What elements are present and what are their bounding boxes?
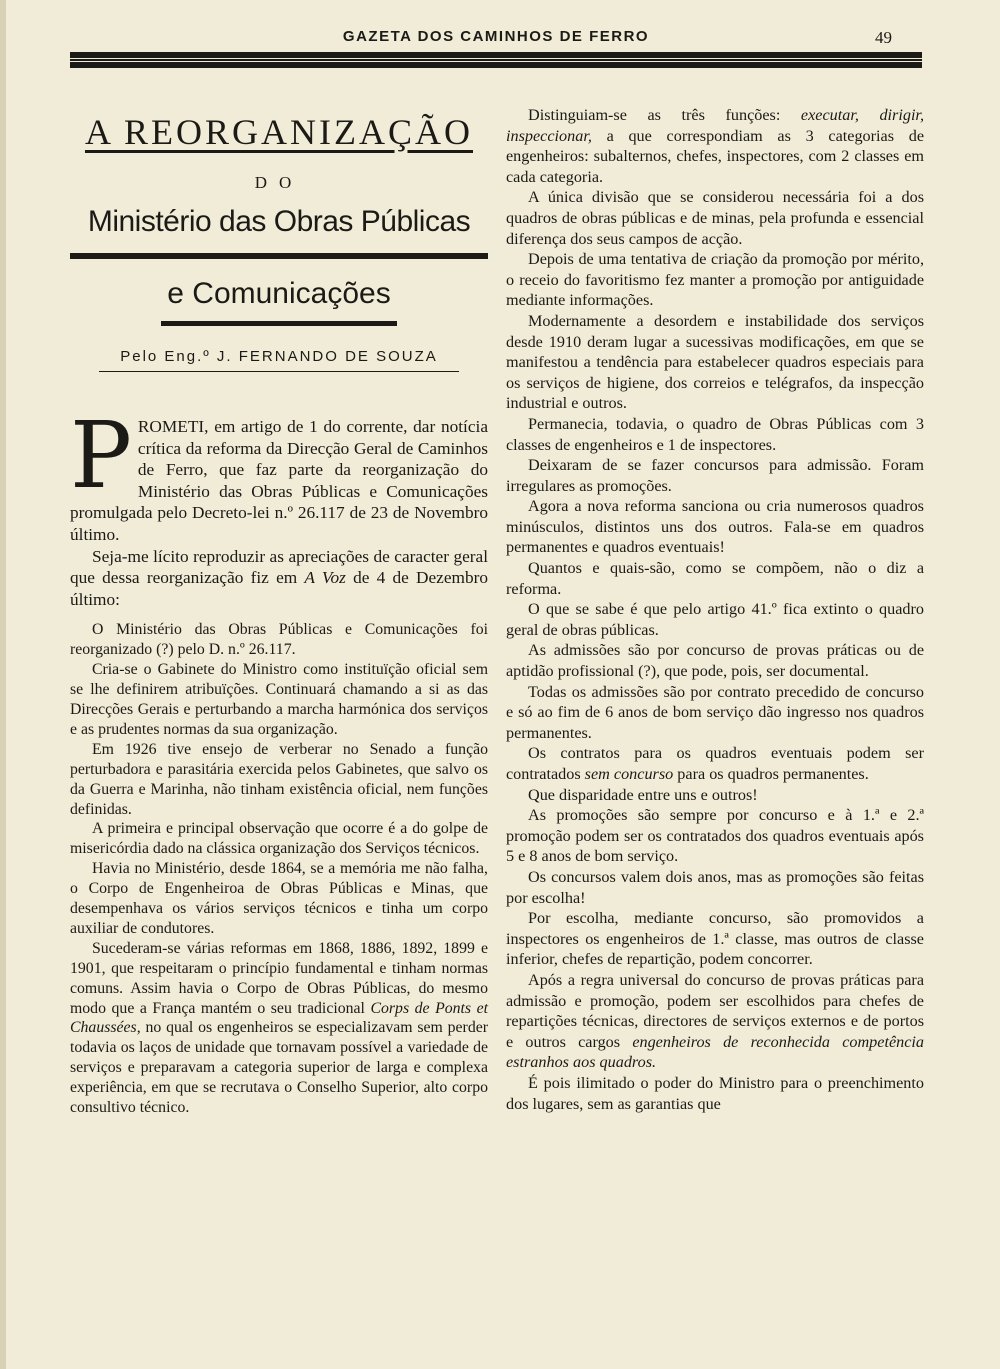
article-title-line2: DO — [254, 173, 304, 192]
byline-rule — [99, 371, 459, 372]
body-paragraph: Os concursos valem dois anos, mas as promoções são feitas por escolha! — [506, 867, 924, 907]
drop-cap: P — [70, 402, 132, 509]
article-title-line3: Ministério das Obras Públicas — [87, 205, 471, 238]
page-number: 49 — [875, 28, 892, 47]
journal-title: GAZETA DOS CAMINHOS DE FERRO — [342, 28, 650, 45]
quoted-text — [70, 620, 488, 1118]
quote-paragraph: Sucederam-se várias reformas em 1868, 1886, 1892, 1899 e 1901, que respeitaram o princípio fundamental e tinham normas comuns. Assim havia o Corpo de Obras Públicas, do mesmo modo que a França mantém o seu tradicional Corps de Ponts et Chaussées, no qual os engenheiros se especializavam sem perder todavia os laços de unidade que tornavam possível a variedade de serviços e preparavam a categoria superior de larga e complexa experiência, em que se recrutava o Conselho Superior, alto corpo consultivo técnico. — [70, 939, 488, 1117]
body-paragraph: As admissões são por concurso de provas práticas ou de aptidão profissional (?), que pode, pois, ser documental. — [506, 641, 924, 681]
body-paragraph: Por escolha, mediante concurso, são promovidos a inspectores os engenheiros de 1.ª classe, mas outros de classe inferior, chefes de repartição, podem concorrer. — [506, 909, 924, 969]
quote-paragraph: Em 1926 tive ensejo de verberar no Senado a função perturbadora e parasitária exercida pelos Gabinetes, que salvo os da Guerra e Marinha, não tinham existência oficial, nem funções definidas. — [70, 740, 488, 818]
body-paragraph: Deixaram de se fazer concursos para admissão. Foram irregulares as promoções. — [506, 456, 924, 495]
lead-paragraphs — [70, 402, 489, 610]
left-column — [70, 105, 488, 1118]
body-paragraph: Depois de uma tentativa de criação da promoção por mérito, o receio do favoritismo fez manter a promoção por antiguidade mediante informações. — [506, 250, 924, 310]
body-paragraph: Agora a nova reforma sanciona ou cria numerosos quadros minúsculos, distintos uns dos outros. Fala-se em quadros permanentes e quadros eventuais! — [506, 497, 924, 557]
body-paragraph: Distinguiam-se as três funções: executar, dirigir, inspeccionar, a que correspondiam as 3 categorias de engenheiros: subalternos, chefes, inspectores, com 2 classes em cada categoria. — [506, 106, 924, 186]
header-rule — [70, 52, 922, 68]
body-paragraph: O que se sabe é que pelo artigo 41.º fica extinto o quadro geral de obras públicas. — [506, 600, 924, 639]
body-paragraph: Os contratos para os quadros eventuais podem ser contratados sem concurso para os quadros permanentes. — [506, 744, 924, 783]
body-paragraph: Quantos e quais-são, como se compõem, não o diz a reforma. — [506, 559, 924, 598]
body-paragraph: Permanecia, todavia, o quadro de Obras Públicas com 3 classes de engenheiros e 1 de inspectores. — [506, 414, 924, 454]
byline: Pelo Eng.º J. FERNANDO DE SOUZA — [120, 348, 438, 365]
body-paragraph: As promoções são sempre por concurso e à 1.ª e 2.ª promoção podem ser os contratados dos quadros eventuais após 5 e 8 anos de bom serviço. — [506, 806, 924, 866]
quote-paragraph: A primeira e principal observação que ocorre é a do golpe de misericórdia dado na clássica organização dos Serviços técnicos. — [70, 820, 488, 858]
quote-paragraph: Havia no Ministério, desde 1864, se a memória me não falha, o Corpo de Engenheiroa de Obras Públicas e Minas, que desempenhava os vários serviços técnicos e tinha um corpo auxiliar de condutores. — [70, 860, 488, 937]
right-column — [506, 105, 924, 1114]
title-short-rule — [161, 321, 397, 326]
body-paragraph: Que disparidade entre uns e outros! — [528, 785, 758, 804]
body-paragraph: Após a regra universal do concurso de provas práticas para admissão e promoção, podem ser escolhidos para chefes de repartições técnicas, directores de serviços externos e de portos e outros cargos engenheiros de reconhecida competência estranhos aos quadros. — [506, 970, 925, 1072]
title-rule — [70, 253, 488, 259]
lead-paragraph-1: PROMETI, em artigo de 1 do corrente, dar notícia crítica da reforma da Direcção Geral de Caminhos de Ferro, que faz parte da reorganização do Ministério das Obras Públicas e Comunicações promulgada pelo Decreto-lei n.º 26.117 de 23 de Novembro último. — [70, 402, 488, 544]
running-header — [70, 24, 922, 48]
body-paragraph: Modernamente a desordem e instabilidade dos serviços desde 1910 deram lugar a sucessivas modificações, em que se manifestou a tendência para estabelecer quadros especiais para os serviços de higiene, dos correios e telégrafos, da inspecção industrial e outros. — [506, 311, 924, 413]
body-paragraph: É pois ilimitado o poder do Ministro para o preenchimento dos lugares, sem as garantias que — [506, 1073, 924, 1113]
body-paragraph: Todas os admissões são por contrato precedido de concurso e só ao fim de 6 anos de bom serviço dão ingresso nos quadros permanentes. — [506, 682, 924, 742]
lead-paragraph-2: Seja-me lícito reproduzir as apreciações de caracter geral que dessa reorganização fiz em A Voz de 4 de Dezembro último: — [70, 546, 489, 609]
quote-paragraph: Cria-se o Gabinete do Ministro como instituïção oficial sem se lhe definirem atribuïções. Continuará chamando a si as das Direcções Gerais e perturbando a marcha harmónica dos serviços e as prudentes normas da sua organização. — [70, 661, 488, 738]
article-title-line1: A REORGANIZAÇÃO — [84, 112, 473, 152]
body-paragraph: A única divisão que se considerou necessária foi a dos quadros de obras públicas e de minas, pela profunda e essencial diferença dos seus campos de acção. — [506, 188, 924, 248]
quote-paragraph: O Ministério das Obras Públicas e Comunicações foi reorganizado (?) pelo D. n.º 26.117. — [70, 621, 488, 659]
article-title-line4: e Comunicações — [167, 277, 391, 310]
page-edge — [0, 0, 6, 1369]
